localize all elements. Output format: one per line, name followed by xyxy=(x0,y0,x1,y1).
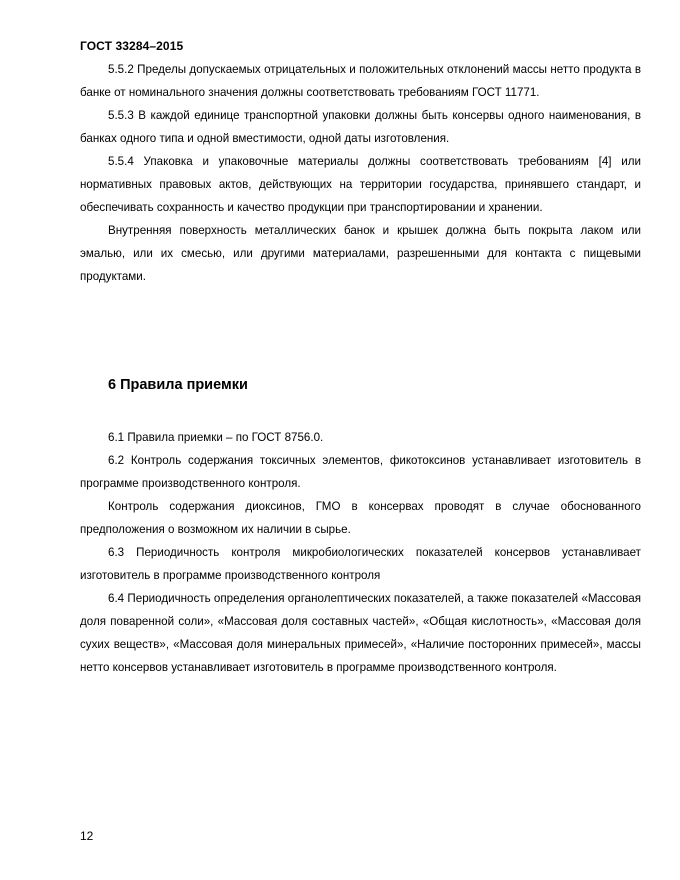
paragraph-6-4: 6.4 Периодичность определения органолептических показателей, а также показателей «Массовая доля поваренной соли», «Массовая доля составных частей», «Общая кислотность», «Массовая доля сухих веществ», «Массовая доля минеральных примесей», «Наличие посторонних примесей», массы нетто консервов устанавливает изготовитель в программе производственного контроля. xyxy=(80,592,641,674)
paragraph-inner-surface: Внутренняя поверхность металлических банок и крышек должна быть покрыта лаком или эмалью, или их смесью, или другими материалами, разрешенными для контакта с пищевыми продуктами. xyxy=(80,224,641,283)
paragraph-6-2: 6.2 Контроль содержания токсичных элементов, фикотоксинов устанавливает изготовитель в программе производственного контроля. xyxy=(80,454,641,490)
paragraph-5-5-2: 5.5.2 Пределы допускаемых отрицательных и положительных отклонений массы нетто продукта в банке от номинального значения должны соответствовать требованиям ГОСТ 11771. xyxy=(80,63,641,99)
page-number: 12 xyxy=(80,829,94,843)
paragraph-6-3: 6.3 Периодичность контроля микробиологических показателей консервов устанавливает изготовитель в программе производственного контроля xyxy=(80,546,641,582)
section-6-heading: 6 Правила приемки xyxy=(108,377,248,393)
paragraph-5-5-3: 5.5.3 В каждой единице транспортной упаковки должны быть консервы одного наименования, в банках одного типа и одной вместимости, одной даты изготовления. xyxy=(80,109,641,145)
section-6-text xyxy=(80,426,641,679)
paragraph-5-5-4: 5.5.4 Упаковка и упаковочные материалы должны соответствовать требованиям [4] или нормативных правовых актов, действующих на территории государства, принявшего стандарт, и обеспечивать сохранность и качество продукции при транспортировании и хранении. xyxy=(80,155,641,214)
paragraph-dioxin-control: Контроль содержания диоксинов, ГМО в консервах проводят в случае обоснованного предположения о возможном их наличии в сырье. xyxy=(80,500,641,536)
standard-header: ГОСТ 33284–2015 xyxy=(80,39,184,53)
paragraph-6-1: 6.1 Правила приемки – по ГОСТ 8756.0. xyxy=(108,431,324,444)
section-5-5-text xyxy=(80,58,641,288)
